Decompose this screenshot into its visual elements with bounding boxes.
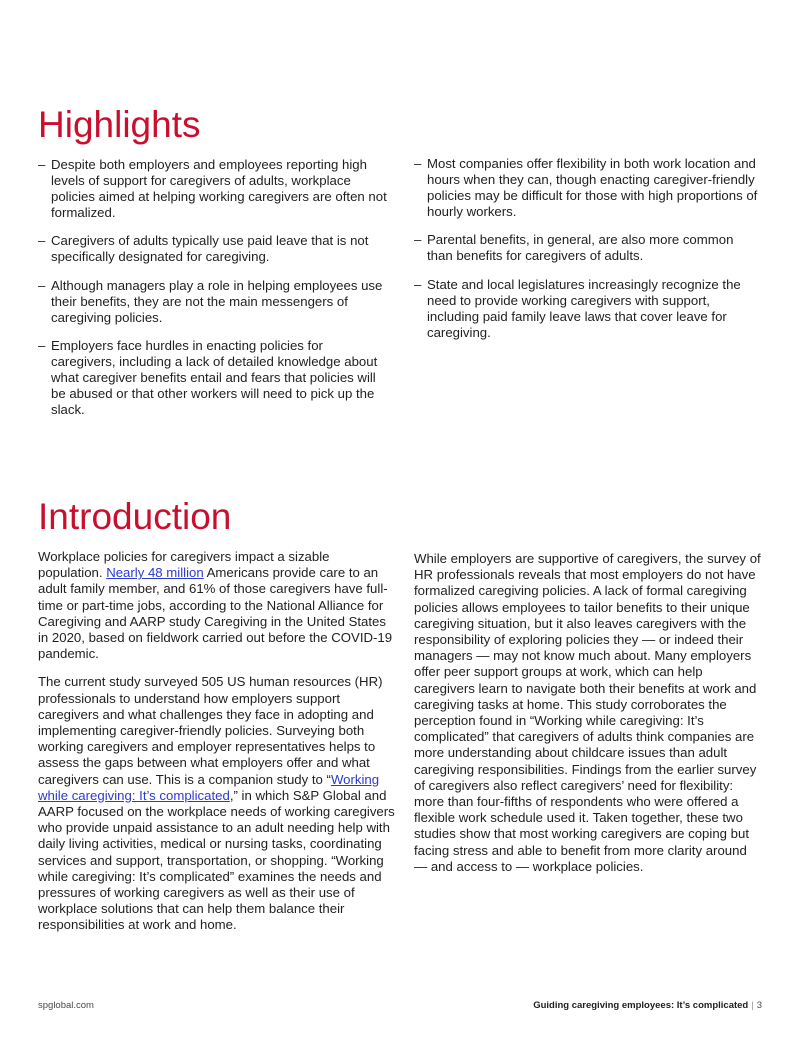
highlight-text: Most companies offer flexibility in both work location and hours when they can, though enacting caregiver-friendly policies may be difficult for those with high proportions of hourly workers. xyxy=(427,156,758,220)
footer-page-info xyxy=(533,1000,762,1011)
introduction-left-column xyxy=(38,549,396,946)
highlight-text: Parental benefits, in general, are also more common than benefits for caregivers of adults. xyxy=(427,232,734,264)
highlight-item xyxy=(38,233,390,265)
highlight-item xyxy=(38,338,390,418)
dash-bullet: – xyxy=(414,232,422,248)
highlights-right-column xyxy=(414,156,760,353)
highlight-text: Employers face hurdles in enacting policies for caregivers, including a lack of detailed knowledge about what caregiver benefits entail and fears that policies will be abused or that other workers will need to pick up the slack. xyxy=(51,337,378,418)
paragraph-text: Americans provide care to an adult family member, and 61% of those caregivers have full-time or part-time jobs, according to the National Alliance for Caregiving and AARP study Caregiving in the United States in 2020, based on fieldwork carried out before the COVID-19 pandemic. xyxy=(38,565,393,662)
dash-bullet: – xyxy=(414,156,422,171)
working-while-caregiving-link[interactable]: Working while caregiving: It’s complicated xyxy=(38,771,380,803)
page-number: 3 xyxy=(756,1000,762,1011)
highlights-list-right xyxy=(414,156,760,341)
footer-site: spglobal.com xyxy=(38,1000,94,1011)
highlights-heading: Highlights xyxy=(38,104,201,145)
intro-paragraph-1 xyxy=(38,549,396,662)
dash-bullet: – xyxy=(38,157,46,172)
footer-separator: | xyxy=(751,1000,754,1011)
highlight-text: Caregivers of adults typically use paid leave that is not specifically designated for caregiving. xyxy=(51,233,369,265)
paragraph-text: The current study surveyed 505 US human resources (HR) professionals to understand how employers support caregivers and what challenges they face in adopting and implementing caregiver-friendly policies. Surveying both working caregivers and employer representatives helps to assess the gaps between what employers offer and what caregivers can use. This is a companion study to “ xyxy=(38,674,383,787)
dash-bullet: – xyxy=(414,276,422,292)
highlight-item xyxy=(414,232,760,264)
dash-bullet: – xyxy=(38,277,46,293)
dash-bullet: – xyxy=(38,233,46,249)
introduction-heading: Introduction xyxy=(38,496,232,537)
highlight-item xyxy=(414,156,760,220)
highlight-item xyxy=(38,157,390,221)
footer-document-title: Guiding caregiving employees: It’s complicated xyxy=(533,1000,749,1011)
highlight-text: State and local legislatures increasingly recognize the need to provide working caregivers with support, including paid family leave laws that cover leave for caregiving. xyxy=(427,276,741,340)
intro-paragraph-2 xyxy=(38,674,396,933)
introduction-right-column xyxy=(414,551,762,887)
highlight-item xyxy=(38,278,390,326)
paragraph-text: Workplace policies for caregivers impact a sizable population. xyxy=(38,549,330,581)
dash-bullet: – xyxy=(38,337,46,353)
nearly-48-million-link[interactable]: Nearly 48 million xyxy=(106,565,204,581)
highlights-list-left xyxy=(38,157,390,418)
highlight-item xyxy=(414,277,760,341)
highlight-text: Although managers play a role in helping employees use their benefits, they are not the main messengers of caregiving policies. xyxy=(51,277,383,325)
intro-paragraph-3: While employers are supportive of caregivers, the survey of HR professionals reveals that most employers do not have formalized caregiving policies. A lack of formal caregiving policies allows employees to tailor benefits to their unique caregiving situation, but it also leaves caregivers with the responsibility of exploring policies they — or indeed their managers — may not know much about. Many employers offer peer support groups at work, which can help caregivers learn to navigate both their benefits at work and caregiving tasks at home. This study corroborates the perception found in “Working while caregiving: It’s complicated” that caregivers of adults think companies are more understanding about childcare issues than adult caregiving responsibilities. Findings from the earlier survey of caregivers also reflect caregivers’ need for flexibility: more than four-fifths of respondents who were offered a flexible work schedule used it. Taken together, these two studies show that most working caregivers are coping but facing stress and able to benefit from more clarity around — and access to — workplace policies. xyxy=(414,551,761,874)
highlight-text: Despite both employers and employees reporting high levels of support for caregivers of adults, workplace policies aimed at helping working caregivers are often not formalized. xyxy=(51,157,387,221)
paragraph-text: ,” in which S&P Global and AARP focused on the workplace needs of working caregivers who provide unpaid assistance to an adult needing help with daily living activities, medical or nursing tasks, coordinating services and support, transportation, or shopping. “Working while caregiving: It’s complicated” examines the needs and pressures of working caregivers as well as their use of workplace solutions that can help them balance their responsibilities at work and home. xyxy=(38,787,395,933)
highlights-left-column xyxy=(38,157,390,430)
